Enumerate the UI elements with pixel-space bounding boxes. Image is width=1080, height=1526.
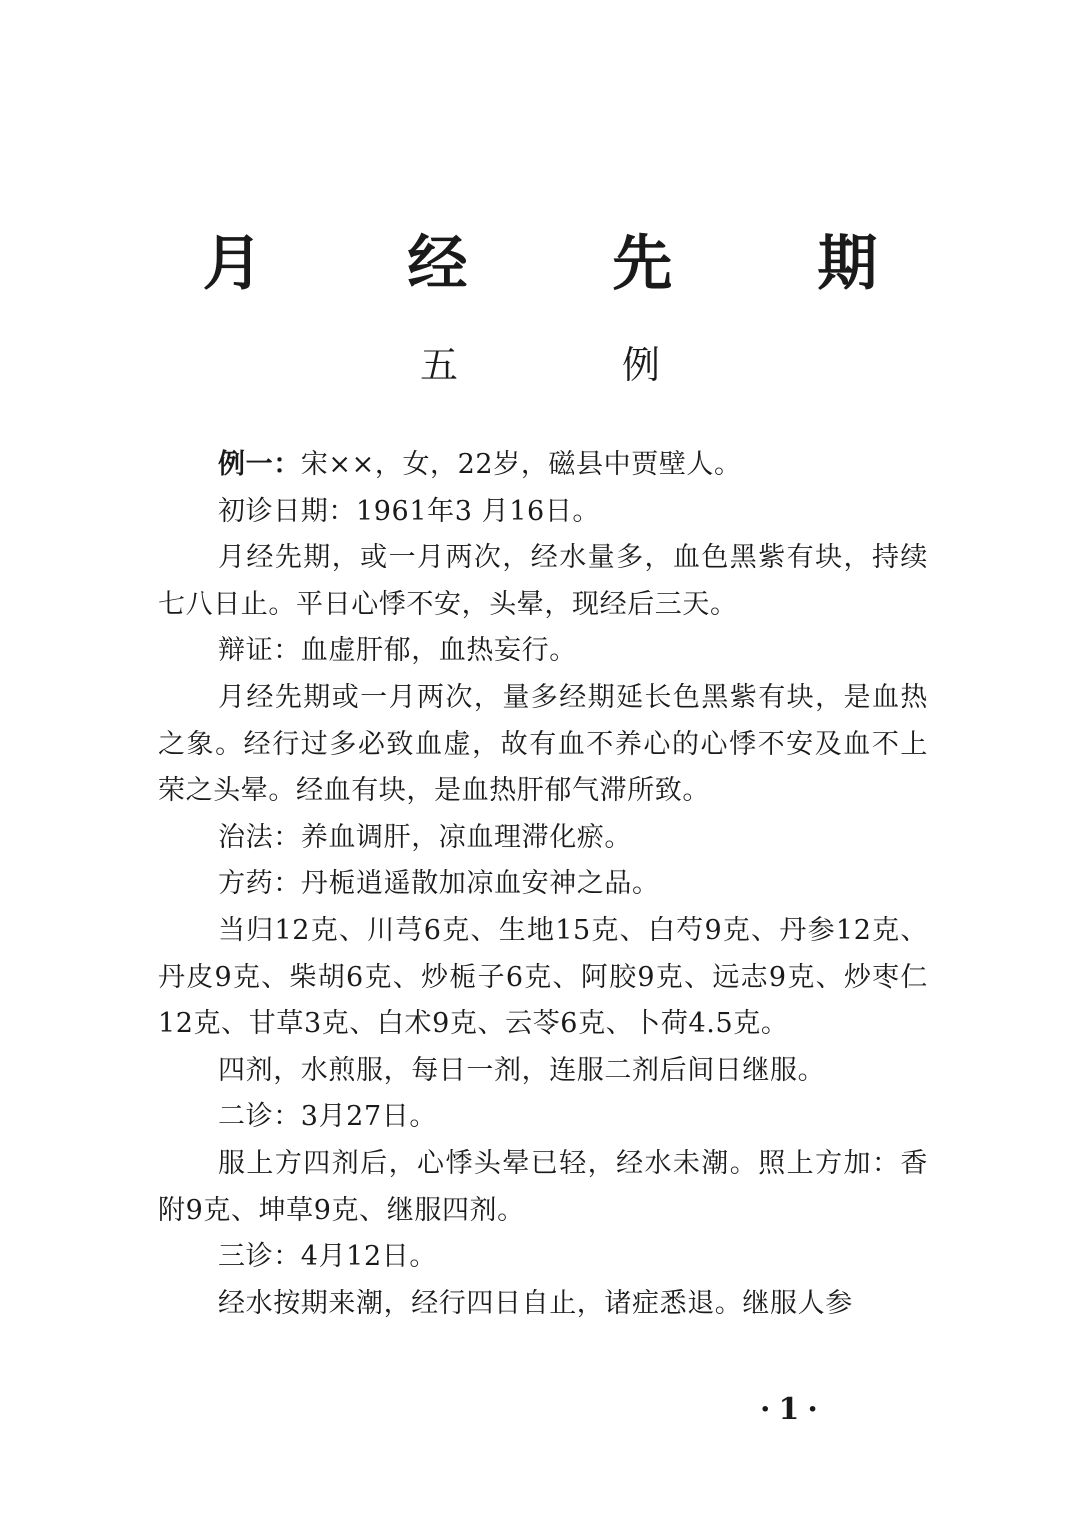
treatment-paragraph: 治法：养血调肝，凉血理滞化瘀。 xyxy=(218,821,632,853)
page-title: 月 经 先 期 xyxy=(202,229,940,299)
page-number: ·1· xyxy=(760,1392,826,1427)
case-label: 例一： xyxy=(218,449,301,480)
first-visit-date: 初诊日期：1961年3 月16日。 xyxy=(218,495,601,527)
symptoms-paragraph: 月经先期，或一月两次，经水量多，血色黑紫有块，持续七八日止。平日心悸不安，头晕，现经后三天。 xyxy=(158,542,928,620)
third-visit-paragraph: 经水按期来潮，经行四日自止，诸症悉退。继服人参 xyxy=(218,1287,853,1319)
dosage-paragraph: 四剂，水煎服，每日一剂，连服二剂后间日继服。 xyxy=(218,1054,826,1086)
page-subtitle: 五 例 xyxy=(419,343,737,387)
second-visit-paragraph: 服上方四剂后，心悸头晕已轻，经水未潮。照上方加：香附9克、坤草9克、继服四剂。 xyxy=(158,1147,928,1226)
case-one-body xyxy=(158,442,928,1327)
third-visit-heading: 三诊：4月12日。 xyxy=(218,1241,437,1273)
prescription-paragraph: 当归12克、川芎6克、生地15克、白芍9克、丹参12克、丹皮9克、柴胡6克、炒栀子6克、阿胶9克、远志9克、炒枣仁12克、甘草3克、白术9克、云苓6克、卜荷4.5克。 xyxy=(158,914,928,1040)
diagnosis-paragraph: 辩证：血虚肝郁，血热妄行。 xyxy=(218,635,577,667)
patient-info: 宋××，女，22岁，磁县中贾壁人。 xyxy=(300,449,742,480)
second-visit-heading: 二诊：3月27日。 xyxy=(218,1101,437,1133)
case-intro-paragraph xyxy=(158,442,928,489)
analysis-paragraph: 月经先期或一月两次，量多经期延长色黑紫有块，是血热之象。经行过多必致血虚，故有血不养心的心悸不安及血不上荣之头晕。经血有块，是血热肝郁气滞所致。 xyxy=(158,681,928,807)
prescription-intro-paragraph: 方药：丹栀逍遥散加凉血安神之品。 xyxy=(218,868,660,900)
